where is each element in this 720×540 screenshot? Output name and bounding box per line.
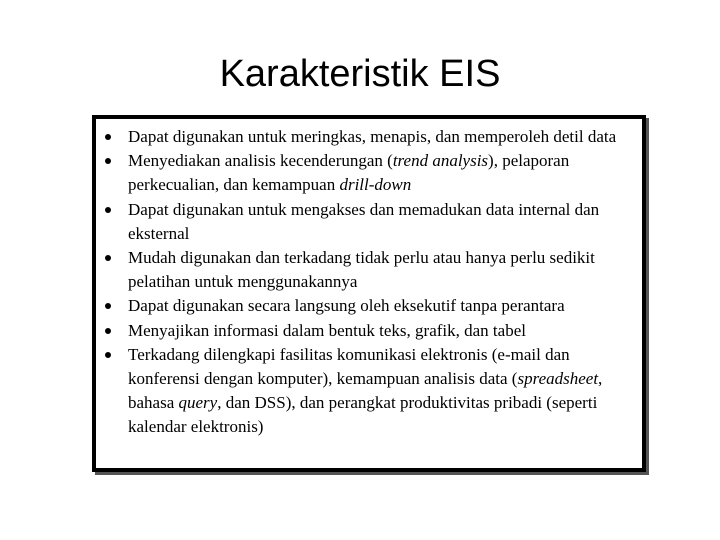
bullet-text-segment: Terkadang dilengkapi fasilitas komunikasi elektronis (e-mail dan konferensi dengan komputer), kemampuan analisis data ( <box>128 344 570 389</box>
bullet-dot-icon <box>105 158 111 164</box>
bullet-text <box>128 294 640 318</box>
bullet-item <box>96 149 642 197</box>
bullet-text-segment: Menyajikan informasi dalam bentuk teks, grafik, dan tabel <box>128 320 526 340</box>
bullet-dot-icon <box>105 303 111 309</box>
bullet-item <box>96 343 642 440</box>
bullet-text-italic: drill-down <box>339 175 412 195</box>
bullet-text-italic: query <box>178 393 218 413</box>
bullet-text-segment: , dan DSS), dan perangkat produktivitas pribadi (seperti kalendar elektronis) <box>128 393 598 437</box>
bullet-dot-icon <box>105 207 111 213</box>
slide-title: Karakteristik EIS <box>219 53 501 95</box>
content-box <box>92 115 646 472</box>
bullet-text-segment: Dapat digunakan untuk meringkas, menapis, dan memperoleh detil data <box>128 127 617 146</box>
bullet-text <box>128 246 640 294</box>
bullet-dot-icon <box>105 352 111 358</box>
bullet-dot-icon <box>105 328 111 334</box>
bullet-text-segment: Menyediakan analisis kecenderungan ( <box>128 151 393 171</box>
bullet-item <box>96 319 642 343</box>
bullet-text-segment: , bahasa <box>128 369 603 413</box>
bullet-item <box>96 198 642 246</box>
bullet-text-segment: Mudah digunakan dan terkadang tidak perlu atau hanya perlu sedikit pelatihan untuk menggunakannya <box>128 248 595 292</box>
bullet-list <box>96 119 642 440</box>
bullet-item <box>96 246 642 294</box>
bullet-text <box>128 149 640 197</box>
bullet-dot-icon <box>105 134 111 140</box>
bullet-dot-icon <box>105 255 111 261</box>
bullet-text <box>128 125 640 149</box>
bullet-text-segment: Dapat digunakan secara langsung oleh eksekutif tanpa perantara <box>128 296 565 316</box>
bullet-text <box>128 343 640 440</box>
bullet-item <box>96 125 642 149</box>
bullet-item <box>96 294 642 318</box>
bullet-text-segment: Dapat digunakan untuk mengakses dan memadukan data internal dan eksternal <box>128 199 600 243</box>
bullet-text-segment: ), pelaporan perkecualian, dan kemampuan <box>128 151 570 195</box>
bullet-text <box>128 319 640 343</box>
bullet-text-italic: trend analysis <box>392 151 489 171</box>
bullet-text-italic: spreadsheet <box>517 369 599 389</box>
bullet-text <box>128 198 640 246</box>
